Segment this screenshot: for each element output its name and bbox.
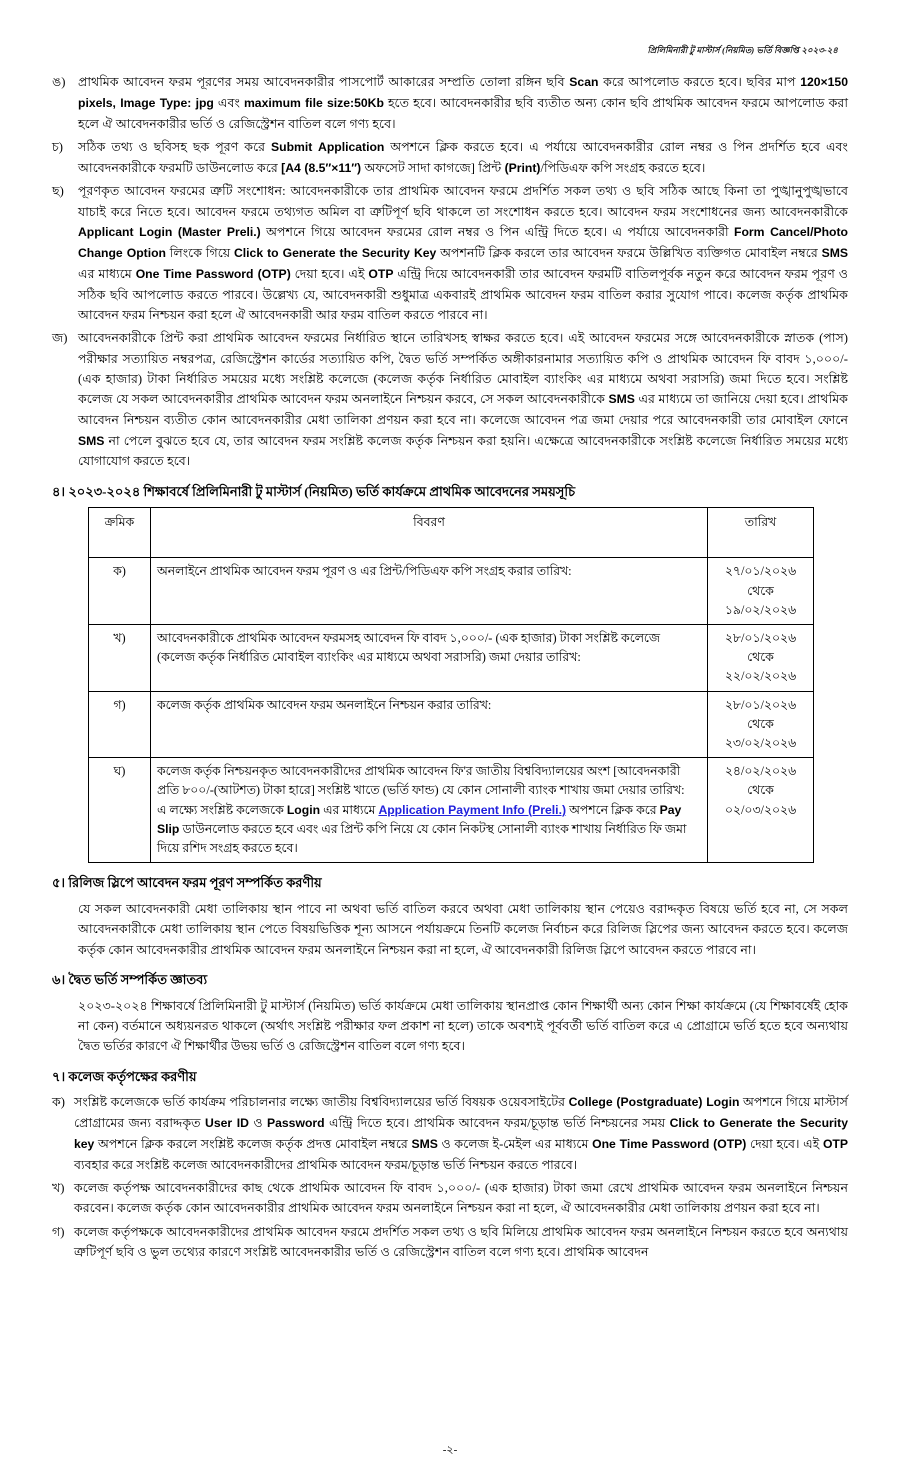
date-to: ২২/০২/২০২৬ xyxy=(724,669,797,684)
paragraph-text: প্রাথমিক আবেদন ফরম পূরণের সময় আবেদনকারীর পাসপোর্ট আকারের সম্প্রতি তোলা রঙ্গিন ছবি Scan করে আপলোড করতে হবে। ছবির মাপ 120×150 pixels, Image Type: jpg এবং maximum file size:50Kb হতে হবে। আবেদনকারীর ছবি ব্যতীত অন্য কোন ছবি প্রাথমিক আবেদন ফরমে আপলোড করা হলে ঐ আবেদনকারীর ভর্তি ও রেজিস্ট্রেশন বাতিল বলে গণ্য হবে। xyxy=(78,75,848,131)
item-text: কলেজ কর্তৃপক্ষ আবেদনকারীদের কাছ থেকে প্রাথমিক আবেদন ফি বাবদ ১,০০০/- (এক হাজার) টাকা জমা রেখে প্রাথমিক আবেদন ফরম অনলাইনে নিশ্চয়ন করবেন। কলেজ কর্তৃক কোন আবেদনকারীর প্রাথমিক আবেদন ফরম অনলাইনে নিশ্চয়ন করা না হলে, ঐ আবেদনকারীর মেধা তালিকায় প্রণয়ন করা হবে না। xyxy=(74,1180,848,1216)
application-schedule-table xyxy=(88,507,814,863)
section5-body: যে সকল আবেদনকারী মেধা তালিকায় স্থান পাবে না অথবা ভর্তি বাতিল করবে অথবা মেধা তালিকায় স্থান পেয়েও বরাদ্দকৃত বিষয়ে ভর্তি হবে না, সে সকল আবেদনকারীকে মেধা তালিকায় স্থান পেতে বিষয়ভিত্তিক শূন্য আসনে পর্যায়ক্রমে তিনটি কলেজ নির্বাচন করে রিলিজ স্লিপের জন্য আবেদন করতে হবে। কলেজ কর্তৃক কোন আবেদনকারীর প্রাথমিক আবেদন ফরম অনলাইনে নিশ্চয়ন করা না হলে, ঐ আবেদনকারী রিলিজ স্লিপে আবেদন করতে পারবে না। xyxy=(78,901,848,957)
row-description-part1: কলেজ কর্তৃক নিশ্চয়নকৃত আবেদনকারীদের প্রাথমিক আবেদন ফি'র জাতীয় বিশ্ববিদ্যালয়ের অংশ [আবেদনকারী প্রতি ৮০০/-(আটশত) টাকা হারে] সংশ্লিষ্ট খাতে (ভর্তি ফান্ড) যে কোন সোনালী ব্যাংক শাখায় জমা দেয়ার তারিখ: xyxy=(157,764,685,798)
section5-heading: ৫। রিলিজ স্লিপে আবেদন ফরম পূরণ সম্পর্কিত করণীয় xyxy=(52,875,322,891)
table-header-row xyxy=(89,508,814,558)
row-description: আবেদনকারীকে প্রাথমিক আবেদন ফরমসহ আবেদন ফি বাবদ ১,০০০/- (এক হাজার) টাকা সংশ্লিষ্ট কলেজে (কলেজ কর্তৃক নির্ধারিত মোবাইল ব্যাংকিং এর মাধ্যমে অথবা সরাসরি) জমা দেয়ার তারিখ: xyxy=(151,624,708,691)
section7-heading: ৭। কলেজ কর্তৃপক্ষের করণীয় xyxy=(52,1068,197,1084)
numbered-paragraph-list xyxy=(52,72,848,472)
date-separator: থেকে xyxy=(747,583,774,598)
login-label: Login xyxy=(286,802,321,817)
paragraph-chha xyxy=(52,181,848,325)
paragraph-text: সঠিক তথ্য ও ছবিসহ ছক পূরণ করে Submit Application অপশনে ক্লিক করতে হবে। এ পর্যায়ে আবেদনকারীর রোল নম্বর ও পিন প্রদর্শিত হবে এবং আবেদনকারীকে ফরমটি ডাউনলোড করে [A4 (8.5″×11″) অফসেট সাদা কাগজে] প্রিন্ট (Print)/পিডিএফ কপি সংগ্রহ করতে হবে। xyxy=(78,139,848,175)
section7-item-kha xyxy=(52,1178,848,1219)
item-text: সংশ্লিষ্ট কলেজকে ভর্তি কার্যক্রম পরিচালনার লক্ষ্যে জাতীয় বিশ্ববিদ্যালয়ের ভর্তি বিষয়ক ওয়েবসাইটের College (Postgraduate) Login অপশনে গিয়ে মাস্টার্স প্রোগ্রামের জন্য বরাদ্দকৃত User ID ও Password এন্ট্রি দিতে হবে। প্রাথমিক আবেদন ফরম/চূড়ান্ত ভর্তি নিশ্চয়নের সময় Click to Generate the Security key অপশনে ক্লিক করলে সংশ্লিষ্ট কলেজ কর্তৃক প্রদত্ত মোবাইল নম্বরে SMS ও কলেজ ই-মেইল এর মাধ্যমে One Time Password (OTP) দেয়া হবে। এই OTP ব্যবহার করে সংশ্লিষ্ট কলেজ আবেদনকারীদের প্রাথমিক আবেদন ফরম/চূড়ান্ত ভর্তি নিশ্চয়ন করতে পারবে। xyxy=(74,1095,848,1172)
section7-item-ga xyxy=(52,1222,848,1263)
date-to: ২৩/০২/২০২৬ xyxy=(724,736,797,751)
date-from: ২৪/০২/২০২৬ xyxy=(724,764,797,779)
date-to: ১৯/০২/২০২৬ xyxy=(724,602,797,617)
row-description: অনলাইনে প্রাথমিক আবেদন ফরম পূরণ ও এর প্রিন্ট/পিডিএফ কপি সংগ্রহ করার তারিখ: xyxy=(151,558,708,625)
row-date xyxy=(708,758,814,863)
row-date xyxy=(708,624,814,691)
application-payment-info-link[interactable]: Application Payment Info (Preli.) xyxy=(378,802,567,817)
date-from: ২৮/০১/২০২৬ xyxy=(724,630,797,645)
text-before-login: এ লক্ষ্যে সংশ্লিষ্ট কলেজকে xyxy=(157,802,287,817)
paragraph-ja xyxy=(52,328,848,471)
date-from: ২৭/০১/২০২৬ xyxy=(724,564,797,579)
section6-heading: ৬। দ্বৈত ভর্তি সম্পর্কিত জ্ঞাতব্য xyxy=(52,972,208,988)
paragraph-marker: ঙ) xyxy=(52,75,66,89)
paragraph-nga xyxy=(52,72,848,134)
row-date xyxy=(708,558,814,625)
date-from: ২৮/০১/২০২৬ xyxy=(724,697,797,712)
date-to: ০২/০৩/২০২৬ xyxy=(724,802,797,817)
text-mid: এর মাধ্যমে xyxy=(320,802,379,817)
paragraph-marker: চ) xyxy=(52,139,63,154)
section6-body: ২০২৩-২০২৪ শিক্ষাবর্ষে প্রিলিমিনারী টু মাস্টার্স (নিয়মিত) ভর্তি কার্যক্রমে মেধা তালিকায় স্থানপ্রাপ্ত কোন শিক্ষার্থী অন্য কোন শিক্ষা কার্যক্রমে (যে শিক্ষাবর্ষেই হোক না কেন) বর্তমানে অধ্যয়নরত থাকলে (অর্থাৎ সংশ্লিষ্ট পরীক্ষার ফল প্রকাশ না হলে) তাকে অবশ্যই পূর্ববর্তী ভর্তি বাতিল করে এ প্রোগ্রামে ভর্তি হতে হবে অন্যথায় দ্বৈত ভর্তির কারণে ঐ শিক্ষার্থীর উভয় ভর্তি ও রেজিস্ট্রেশন বাতিল বলে গণ্য হবে। xyxy=(78,998,848,1054)
date-separator: থেকে xyxy=(747,783,774,798)
item-marker: খ) xyxy=(52,1180,65,1195)
section7-items xyxy=(52,1092,848,1262)
date-separator: থেকে xyxy=(747,716,774,731)
item-marker: ক) xyxy=(52,1095,66,1110)
paragraph-marker: ছ) xyxy=(52,184,64,199)
table-row xyxy=(89,758,814,863)
paragraph-text: পূরণকৃত আবেদন ফরমের ত্রুটি সংশোধন: আবেদনকারীকে তার প্রাথমিক আবেদন ফরমে প্রদর্শিত সকল তথ্য ও ছবি সঠিক আছে কিনা তা পুঙ্খানুপুঙ্খভাবে যাচাই করে নিতে হবে। আবেদন ফরমে তথ্যগত অমিল বা ত্রুটিপূর্ণ ছবি থাকলে তা সংশোধন করতে হবে। আবেদন ফরম সংশোধনের জন্য আবেদনকারীকে Applicant Login (Master Preli.) অপশনে গিয়ে আবেদন ফরমের রোল নম্বর ও পিন এন্ট্রি দিতে হবে। এ পর্যায়ে আবেদনকারী Form Cancel/Photo Change Option লিংকে গিয়ে Click to Generate the Security Key অপশনটি ক্লিক করলে তার আবেদন ফরমে উল্লিখিত ব্যক্তিগত মোবাইল নম্বরে SMS এর মাধ্যমে One Time Password (OTP) দেয়া হবে। এই OTP এন্ট্রি দিয়ে আবেদনকারী তার আবেদন ফরমটি বাতিলপূর্বক নতুন করে আবেদন ফরম পূরণ ও সঠিক ছবি আপলোড করতে পারবে। উল্লেখ্য যে, আবেদনকারী শুধুমাত্র একবারই প্রাথমিক আবেদন ফরম বাতিল করার সুযোগ পাবে। কলেজ কর্তৃক প্রাথমিক আবেদন ফরম নিশ্চয়ন করা হলে ঐ আবেদনকারী আর ফরম বাতিল করতে পারবে না। xyxy=(78,184,848,322)
item-text: কলেজ কর্তৃপক্ষকে আবেদনকারীদের প্রাথমিক আবেদন ফরমে প্রদর্শিত সকল তথ্য ও ছবি মিলিয়ে প্রাথমিক আবেদন ফরম অনলাইনে নিশ্চয়ন করতে হবে অন্যথায় ত্রুটিপূর্ণ ছবি ও ভুল তথ্যের কারণে সংশ্লিষ্ট আবেদনকারীর ভর্তি ও রেজিস্ট্রেশন বাতিল বলে গণ্য হবে। প্রাথমিক আবেদন xyxy=(74,1224,848,1260)
text-tail: ডাউনলোড করতে হবে এবং এর প্রিন্ট কপি নিয়ে যে কোন নিকটস্থ সোনালী ব্যাংক শাখায় নির্ধারিত ফি জমা দিয়ে রশিদ সংগ্রহ করতে হবে। xyxy=(157,821,687,856)
running-head: প্রিলিমিনারী টু মাস্টার্স (নিয়মিত) ভর্তি বিজ্ঞপ্তি ২০২৩-২৪ xyxy=(647,45,838,55)
paragraph-text: আবেদনকারীকে প্রিন্ট করা প্রাথমিক আবেদন ফরমের নির্ধারিত স্থানে তারিখসহ স্বাক্ষর করতে হবে। এই আবেদন ফরমের সঙ্গে আবেদনকারীকে স্নাতক (পাস) পরীক্ষার সত্যায়িত নম্বরপত্র, রেজিস্ট্রেশন কার্ডের সত্যায়িত কপি, দ্বৈত ভর্তি সম্পর্কিত অঙ্গীকারনামার সত্যায়িত কপি ও প্রাথমিক আবেদন ফি বাবদ ১,০০০/- (এক হাজার) টাকা নির্ধারিত সময়ের মধ্যে সংশ্লিষ্ট কলেজে (কলেজ কর্তৃক নির্ধারিত মোবাইল ব্যাংকিং এর মাধ্যমে অথবা সরাসরি) জমা দিতে হবে। সংশ্লিষ্ট কলেজ যে সকল আবেদনকারীর প্রাথমিক আবেদন ফরম অনলাইনে নিশ্চয়ন করবে, সে সকল আবেদনকারীকে SMS এর মাধ্যমে তা জানিয়ে দেয়া হবে। প্রাথমিক আবেদন নিশ্চয়ন ব্যতীত কোন আবেদনকারীর মেধা তালিকা প্রণয়ন করা হবে না। কলেজে আবেদন পত্র জমা দেয়ার পরে আবেদনকারী তার মোবাইল ফোনে SMS না পেলে বুঝতে হবে যে, তার আবেদন ফরম সংশ্লিষ্ট কলেজ কর্তৃক নিশ্চয়ন করা হয়নি। এক্ষেত্রে আবেদনকারীকে সংশ্লিষ্ট কলেজে নির্ধারিত সময়ের মধ্যে যোগাযোগ করতে হবে। xyxy=(78,331,848,469)
row-description: কলেজ কর্তৃক প্রাথমিক আবেদন ফরম অনলাইনে নিশ্চয়ন করার তারিখ: xyxy=(151,691,708,758)
table-row xyxy=(89,558,814,625)
row-serial: ক) xyxy=(89,558,151,625)
text-after-link: অপশনে ক্লিক করে xyxy=(566,802,660,817)
column-header-description: বিবরণ xyxy=(151,508,708,558)
row-description-part2 xyxy=(157,801,701,859)
row-date xyxy=(708,691,814,758)
table-row xyxy=(89,624,814,691)
row-serial: গ) xyxy=(89,691,151,758)
pay-slip-label: Pay Slip xyxy=(157,802,682,836)
section7-item-ka xyxy=(52,1092,848,1175)
paragraph-marker: জ) xyxy=(52,331,68,346)
table-row xyxy=(89,691,814,758)
date-separator: থেকে xyxy=(747,650,774,665)
row-description xyxy=(151,758,708,863)
paragraph-cha xyxy=(52,137,848,179)
page-number: -২- xyxy=(442,1444,458,1456)
column-header-date: তারিখ xyxy=(708,508,814,558)
row-serial: ঘ) xyxy=(89,758,151,863)
item-marker: গ) xyxy=(52,1224,65,1239)
schedule-heading: ৪। ২০২৩-২০২৪ শিক্ষাবর্ষে প্রিলিমিনারী টু মাস্টার্স (নিয়মিত) ভর্তি কার্যক্রমে প্রাথমিক আবেদনের সময়সূচি xyxy=(52,483,576,499)
row-serial: খ) xyxy=(89,624,151,691)
column-header-serial: ক্রমিক xyxy=(89,508,151,558)
